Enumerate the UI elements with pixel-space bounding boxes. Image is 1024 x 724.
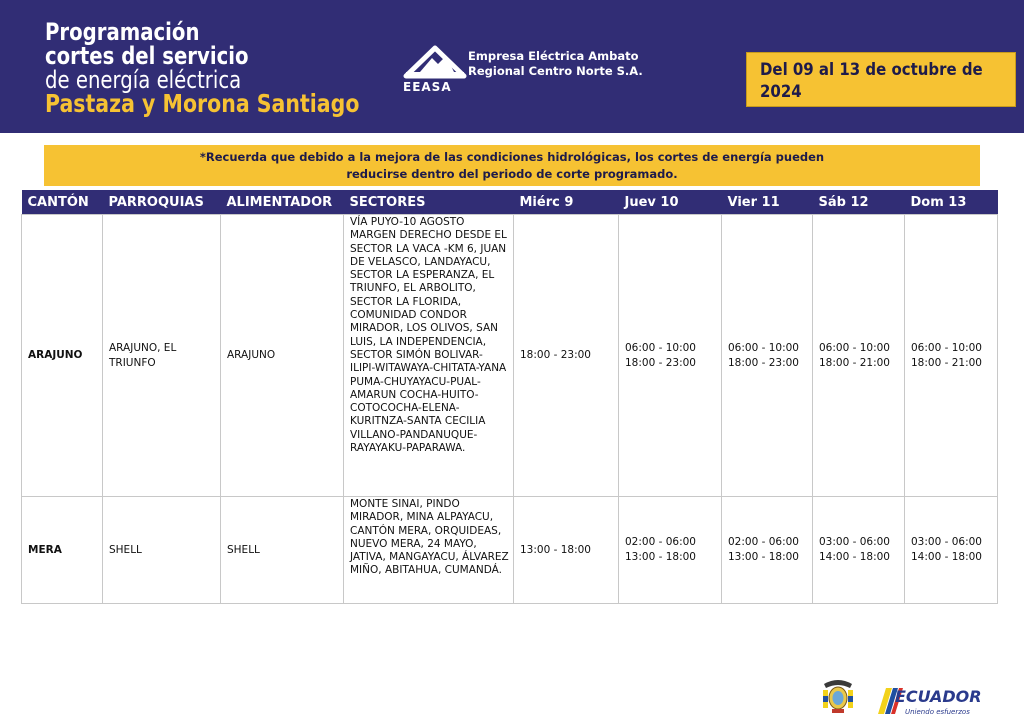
- cell-day-1: 13:00 - 18:00: [514, 497, 619, 604]
- coat-of-arms-icon: [820, 676, 856, 716]
- company-name: [468, 49, 643, 79]
- cell-day-4: 03:00 - 06:00 14:00 - 18:00: [813, 497, 905, 604]
- cell-day-4: 06:00 - 10:00 18:00 - 21:00: [813, 215, 905, 497]
- header-alimentador: ALIMENTADOR: [221, 190, 344, 215]
- company-line-2: Regional Centro Norte S.A.: [468, 64, 643, 78]
- table-row: [22, 215, 998, 497]
- cell-canton: ARAJUNO: [22, 215, 103, 497]
- header-day-5: Dom 13: [905, 190, 998, 215]
- company-line-1: Empresa Eléctrica Ambato: [468, 49, 639, 63]
- cell-sectores: VÍA PUYO-10 AGOSTO MARGEN DERECHO DESDE EL SECTOR LA VACA -KM 6, JUAN DE VELASCO, LANDAYACU, SECTOR LA ESPERANZA, EL TRIUNFO, EL ARBOLITO, SECTOR LA FLORIDA, COMUNIDAD CONDOR MIRADOR, LOS OLIVOS, SAN LUIS, LA INDEPENDENCIA, SECTOR SIMÓN BOLIVAR- ILIPI-WITAWAYA-CHITATA-YANA PUMA-CHUYAYACU-PUAL-AMARUN COCHA-HUITO-COTOCOCHA-ELENA-KURITNZA-SANTA CECILIA VILLANO-PANDANUQUE-RAYAYAKU-PAPARAWA.: [344, 215, 514, 497]
- cell-parroquias: SHELL: [103, 497, 221, 604]
- schedule-table: [21, 190, 998, 604]
- page-title: [45, 20, 359, 116]
- header-day-2: Juev 10: [619, 190, 722, 215]
- ecuador-slogan: Uniendo esfuerzos: [905, 708, 970, 716]
- title-line-3: de energía eléctrica: [45, 66, 242, 94]
- cell-day-5: 06:00 - 10:00 18:00 - 21:00: [905, 215, 998, 497]
- title-line-4: Pastaza y Morona Santiago: [45, 89, 360, 118]
- cell-day-5: 03:00 - 06:00 14:00 - 18:00: [905, 497, 998, 604]
- title-line-2: cortes del servicio: [45, 42, 249, 70]
- cell-alimentador: ARAJUNO: [221, 215, 344, 497]
- cell-parroquias: ARAJUNO, EL TRIUNFO: [103, 215, 221, 497]
- date-range-box: [746, 52, 1016, 107]
- table-row: [22, 497, 998, 604]
- notice-text: *Recuerda que debido a la mejora de las condiciones hidrológicas, los cortes de energía pueden reducirse dentro del periodo de corte programado.: [199, 149, 825, 181]
- table-header-row: [22, 190, 998, 215]
- date-range: Del 09 al 13 de octubre de 2024: [760, 60, 983, 102]
- cell-day-3: 02:00 - 06:00 13:00 - 18:00: [722, 497, 813, 604]
- cell-day-2: 02:00 - 06:00 13:00 - 18:00: [619, 497, 722, 604]
- cell-day-3: 06:00 - 10:00 18:00 - 23:00: [722, 215, 813, 497]
- header-day-4: Sáb 12: [813, 190, 905, 215]
- title-line-1: Programación: [45, 18, 200, 46]
- cell-day-1: 18:00 - 23:00: [514, 215, 619, 497]
- cell-alimentador: SHELL: [221, 497, 344, 604]
- header-parroquias: PARROQUIAS: [103, 190, 221, 215]
- cell-day-2: 06:00 - 10:00 18:00 - 23:00: [619, 215, 722, 497]
- logo-text: EEASA: [403, 80, 452, 94]
- header-day-3: Vier 11: [722, 190, 813, 215]
- ecuador-text: ECUADOR: [895, 687, 982, 706]
- notice-banner: [44, 145, 980, 186]
- cell-sectores: MONTE SINAI, PINDO MIRADOR, MINA ALPAYACU, CANTÓN MERA, ORQUIDEAS, NUEVO MERA, 24 MAYO, JATIVA, MANGAYACU, ÁLVAREZ MIÑO, ABITAHUA, CUMANDÁ.: [344, 497, 514, 604]
- header-sectores: SECTORES: [344, 190, 514, 215]
- header-day-1: Miérc 9: [514, 190, 619, 215]
- header-canton: CANTÓN: [22, 190, 103, 215]
- cell-canton: MERA: [22, 497, 103, 604]
